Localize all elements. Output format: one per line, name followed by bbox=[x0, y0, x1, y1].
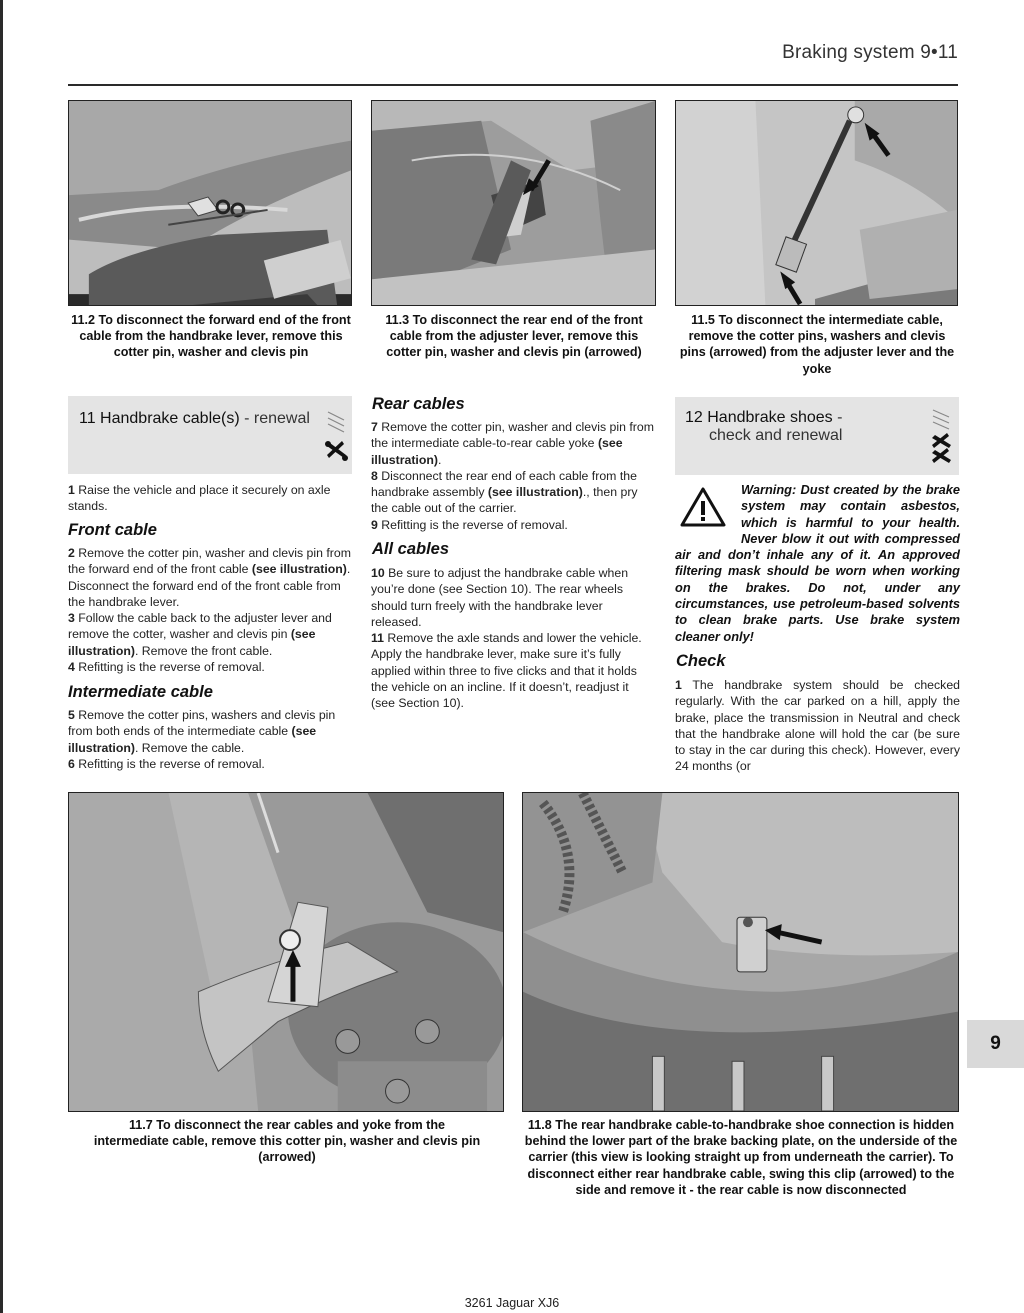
section-12-subtitle: check and renewal bbox=[709, 427, 843, 444]
running-header: Braking system 9•11 bbox=[782, 42, 958, 63]
caption-11-3: 11.3 To disconnect the rear end of the front cable from the adjuster lever, remove this cotter pin, washer and clevis pin (arrowed) bbox=[385, 313, 643, 360]
subhead-all-cables: All cables bbox=[372, 540, 450, 558]
wrench-rating-icon bbox=[929, 405, 955, 467]
column-1-front: 2 Remove the cotter pin, washer and clevis pin from the forward end of the front cable (see illustration). Disconnect the forward end of the front cable from the handbrake lever. 3 Follow the cable back to the adjuster lever and remove the cotter, washer and clevis pin (see illustration). Remove the front cable. 4 Refitting is the reverse of removal. bbox=[68, 546, 351, 675]
caption-11-5: 11.5 To disconnect the intermediate cable, remove the cotter pins, washers and clevis pins (arrowed) from the adjuster lever and the yoke bbox=[679, 313, 955, 376]
section-11-title: 11 Handbrake cable(s) bbox=[79, 410, 240, 427]
subhead-rear-cables: Rear cables bbox=[372, 395, 465, 413]
section-11-heading bbox=[68, 396, 352, 474]
header-rule bbox=[68, 84, 958, 86]
section-12-title: 12 Handbrake shoes bbox=[685, 409, 833, 426]
wrench-rating-icon bbox=[324, 406, 350, 464]
subhead-intermediate-cable: Intermediate cable bbox=[68, 683, 213, 701]
photo-11-2 bbox=[68, 100, 352, 306]
footer-book-title: 3261 Jaguar XJ6 bbox=[464, 1296, 560, 1310]
chapter-tab: 9 bbox=[967, 1020, 1024, 1068]
caption-11-7: 11.7 To disconnect the rear cables and yoke from the intermediate cable, remove this cotter pin, washer and clevis pin (arrowed) bbox=[93, 1118, 481, 1165]
warning-text: Warning: Dust created by the brake system may contain asbestos, which is harmful to your health. Never blow it out with compressed air and don’t inhale any of it. An approved filtering mask should be worn when working on the brakes. Do not, under any circumstances, use petroleum-based solvents to clean brake parts. Use brake system cleaner only! bbox=[675, 482, 960, 644]
page-edge bbox=[0, 0, 3, 1313]
column-1-intro: 1 Raise the vehicle and place it securely on axle stands. bbox=[68, 483, 331, 514]
column-3-check: 1 The handbrake system should be checked regularly. With the car parked on a hill, apply the brake, place the transmission in Neutral and check that the handbrake alone will hold the car (be sure to stay in the car during this check). However, every 24 months (or bbox=[675, 678, 960, 774]
column-1-intermediate: 5 Remove the cotter pins, washers and clevis pin from both ends of the intermediate cable (see illustration). Remove the cable. 6 Refitting is the reverse of removal. bbox=[68, 708, 336, 771]
photo-11-8 bbox=[522, 792, 959, 1112]
caption-11-2: 11.2 To disconnect the forward end of the front cable from the handbrake lever, remove this cotter pin, washer and clevis pin bbox=[71, 313, 351, 360]
column-2-rear: 7 Remove the cotter pin, washer and clevis pin from the intermediate cable-to-rear cable yoke (see illustration). 8 Disconnect the rear end of each cable from the handbrake assembly (see illustration)., then pry the cable out of the carrier. 9 Refitting is the reverse of removal. bbox=[371, 420, 654, 532]
subhead-check: Check bbox=[676, 652, 726, 670]
subhead-front-cable: Front cable bbox=[68, 521, 157, 539]
photo-11-3 bbox=[371, 100, 656, 306]
section-12-heading: 12 Handbrake shoes - check and renewal bbox=[675, 397, 959, 475]
section-11-subtitle: - renewal bbox=[239, 410, 310, 427]
caption-11-8: 11.8 The rear handbrake cable-to-handbrake shoe connection is hidden behind the lower part of the brake backing plate, on the underside of the carrier (this view is looking straight up from underneath the carrier). To disconnect either rear handbrake cable, swing this clip (arrowed) to the side and remove it - the rear cable is now disconnected bbox=[524, 1118, 958, 1197]
photo-11-5 bbox=[675, 100, 958, 306]
photo-11-7 bbox=[68, 792, 504, 1112]
column-2-all: 10 Be sure to adjust the handbrake cable when you’re done (see Section 10). The rear wheels should turn freely with the handbrake lever released. 11 Remove the axle stands and lower the vehicle. Apply the handbrake lever, make sure it’s fully applied within three to five clicks and that it holds the vehicle on an incline. If it doesn’t, readjust it (see Section 10). bbox=[371, 566, 642, 711]
